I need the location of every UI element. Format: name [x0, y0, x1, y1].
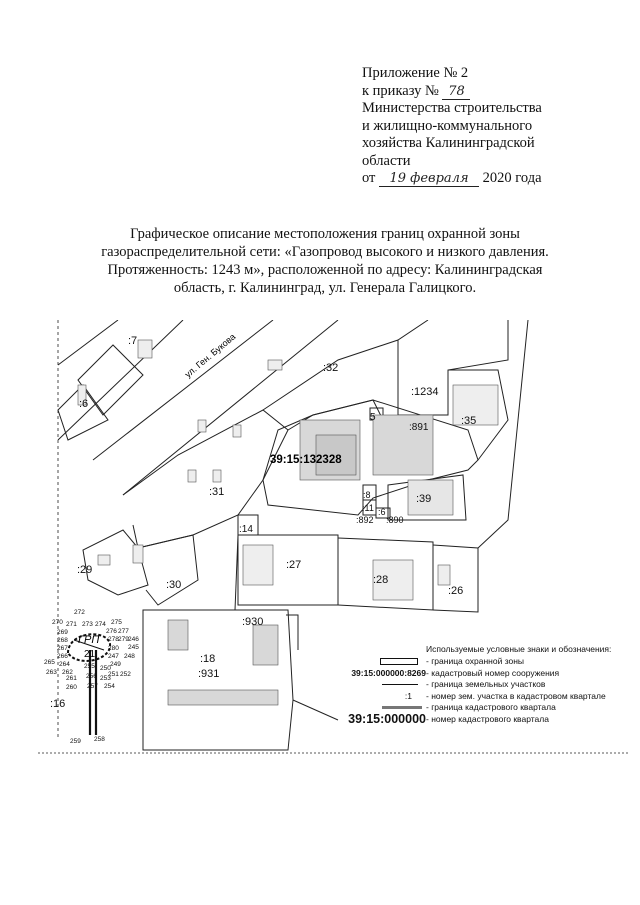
svg-text:255: 255: [84, 663, 95, 670]
svg-text:248: 248: [124, 653, 135, 660]
legend-row: 39:15:000000:8269 - кадастровый номер сооружения: [351, 667, 560, 678]
order-line: к приказу № 78: [362, 83, 622, 101]
legend-row: :1 - номер зем. участка в кадастровом квартале: [404, 690, 606, 701]
svg-text:260: 260: [66, 684, 77, 691]
legend-row: 39:15:000000 - номер кадастрового квартала: [348, 711, 549, 726]
parcel-label: :31: [209, 486, 225, 498]
order-date-line: от 19 февраля 2020 года: [362, 170, 542, 186]
svg-text:267: 267: [57, 645, 68, 652]
svg-text:245: 245: [128, 644, 139, 651]
zone-boundary-symbol: [380, 658, 418, 665]
quarter-number: 39:15:132328: [270, 454, 342, 466]
svg-text:268: 268: [57, 637, 68, 644]
parcel-label: :930: [242, 616, 264, 628]
svg-text:277: 277: [118, 628, 129, 635]
parcel-label: :6: [79, 398, 89, 410]
street-label: ул. Ген. Букова: [182, 331, 238, 380]
order-number-handwritten: 78: [442, 85, 470, 100]
svg-text:272: 272: [74, 609, 85, 616]
svg-text:247: 247: [108, 653, 119, 660]
parcel-label: :890: [386, 515, 404, 525]
svg-text:275: 275: [111, 619, 122, 626]
legend-title: Используемые условные знаки и обозначения:: [426, 644, 612, 654]
svg-text:279: 279: [118, 636, 129, 643]
legend-row: - граница охранной зоны: [340, 656, 630, 668]
svg-text:276: 276: [106, 628, 117, 635]
parcel-label: :30: [166, 579, 182, 591]
legend-row: - граница кадастрового квартала: [340, 702, 630, 714]
svg-text:265: 265: [44, 659, 55, 666]
parcel-label: :32: [323, 362, 339, 374]
svg-text:264: 264: [59, 661, 70, 668]
parcel-label: :14: [239, 524, 253, 535]
parcel-label: :931: [198, 668, 220, 680]
svg-text:278: 278: [108, 636, 119, 643]
parcel-label: :7: [128, 335, 138, 347]
grp-label: ГРП: [78, 634, 100, 646]
parcel-label: :35: [461, 415, 477, 427]
svg-text:274: 274: [95, 621, 106, 628]
svg-text:250: 250: [100, 665, 111, 672]
parcel-label: :6: [378, 507, 386, 517]
svg-text:256: 256: [86, 673, 97, 680]
quarter-boundary-symbol: [382, 706, 422, 709]
parcel-label: :16: [50, 698, 66, 710]
svg-text:246: 246: [128, 636, 139, 643]
svg-text:253: 253: [100, 675, 111, 682]
legend-row: - граница земельных участков: [340, 679, 630, 691]
parcel-label: :28: [373, 574, 389, 586]
svg-text:261: 261: [66, 675, 77, 682]
date-handwritten: 19 февраля: [379, 172, 479, 187]
parcel-label: :891: [409, 422, 429, 433]
svg-text:271: 271: [66, 621, 77, 628]
svg-text:257: 257: [87, 683, 98, 690]
parcel-label: :29: [77, 564, 93, 576]
parcel-label: :1234: [411, 386, 439, 398]
svg-text:262: 262: [62, 669, 73, 676]
svg-text:263: 263: [46, 669, 57, 676]
svg-text:269: 269: [57, 629, 68, 636]
parcel-label: :8: [363, 490, 371, 500]
svg-text:259: 259: [70, 738, 81, 745]
svg-text:270: 270: [52, 619, 63, 626]
appendix-label: Приложение № 2: [362, 65, 469, 81]
parcel-label: :892: [356, 515, 374, 525]
parcel-label: :27: [286, 559, 302, 571]
parcel-label: :39: [416, 493, 432, 505]
svg-text:266: 266: [57, 653, 68, 660]
svg-text:280: 280: [108, 645, 119, 652]
svg-text:273: 273: [82, 621, 93, 628]
grp-number: 21: [84, 649, 96, 660]
svg-text:254: 254: [104, 683, 115, 690]
parcel-label: :18: [200, 653, 216, 665]
parcel-label: :11: [362, 503, 374, 513]
svg-text:251: 251: [108, 671, 119, 678]
svg-text:249: 249: [110, 661, 121, 668]
svg-text:258: 258: [94, 736, 105, 743]
parcel-boundary-symbol: [382, 684, 418, 685]
parcel-label: 5: [370, 412, 376, 423]
parcel-label: :26: [448, 585, 464, 597]
order-header: Приложение № 2 к приказу № 78 Министерства строительства и жилищно-коммунального хозяйства Калининградской области от 19 февраля 2020 года: [362, 65, 622, 188]
document-title: Графическое описание местоположения границ охранной зоны газораспределительной сети: «Газопровод высокого и низкого давления. Протяженность: 1243 м», расположенной по адресу: Калининградская область, г. Калининград, ул. Генерала Галицкого.: [101, 226, 549, 296]
svg-text:252: 252: [120, 671, 131, 678]
